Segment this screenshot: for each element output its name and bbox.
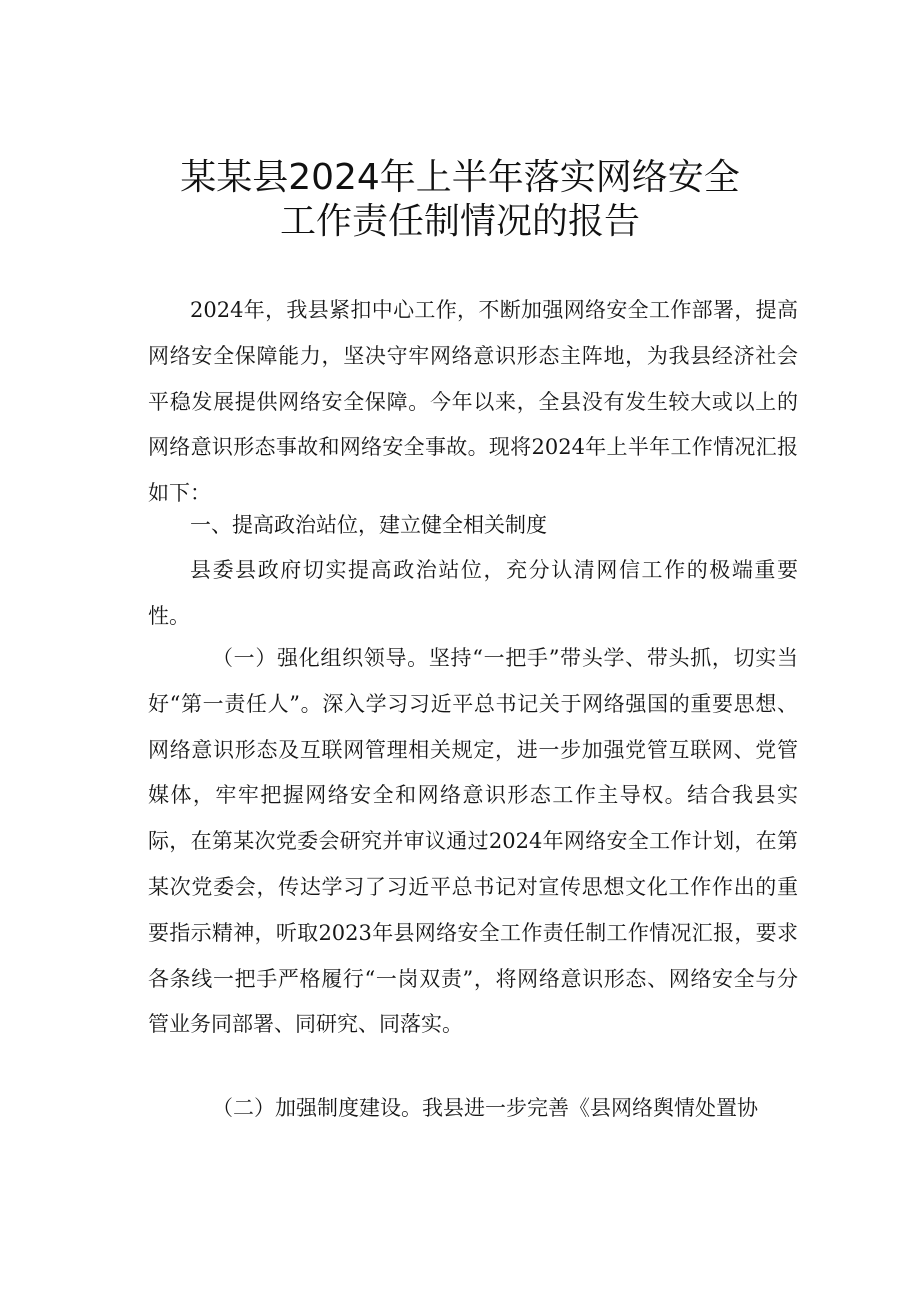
intro-paragraph: 2024年，我县紧扣中心工作，不断加强网络安全工作部署，提高网络安全保障能力，坚决守牢网络意识形态主阵地，为我县经济社会平稳发展提供网络安全保障。今年以来，全县没有发生较大或以上的网络意识形态事故和网络安全事故。现将2024年上半年工作情况汇报如下： xyxy=(148,298,798,506)
section-1-heading: 一、提高政治站位，建立健全相关制度 xyxy=(190,513,547,537)
section-1-intro-paragraph: 县委县政府切实提高政治站位，充分认清网信工作的极端重要性。 xyxy=(148,558,798,628)
document-title-line-1: 某某县2024年上半年落实网络安全 xyxy=(180,157,740,198)
item-2-paragraph: （二）加强制度建设。我县进一步完善《县网络舆情处置协 xyxy=(212,1096,758,1120)
item-1-paragraph: （一）强化组织领导。坚持“一把手”带头学、带头抓，切实当好“第一责任人”。深入学习习近平总书记关于网络强国的重要思想、网络意识形态及互联网管理相关规定，进一步加强党管互联网、党管媒体，牢牢把握网络安全和网络意识形态工作主导权。结合我县实际，在第某次党委会研究并审议通过2024年网络安全工作计划，在第某次党委会，传达学习了习近平总书记对宣传思想文化工作作出的重要指示精神，听取2023年县网络安全工作责任制工作情况汇报，要求各条线一把手严格履行“一岗双责”，将网络意识形态、网络安全与分管业务同部署、同研究、同落实。 xyxy=(148,646,798,1037)
document-title-line-2: 工作责任制情况的报告 xyxy=(279,201,640,242)
